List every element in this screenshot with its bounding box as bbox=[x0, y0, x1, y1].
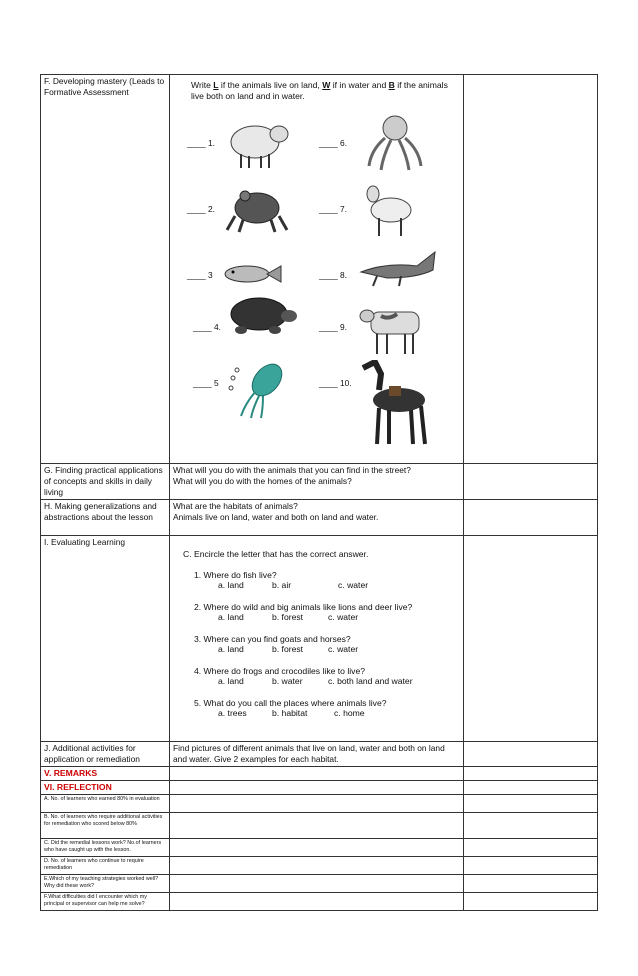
row-label: I. Evaluating Learning bbox=[41, 536, 170, 742]
row-developing-mastery bbox=[41, 75, 598, 464]
lesson-plan-table bbox=[40, 74, 598, 911]
reflection-label: F.What difficulties did I encounter which my principal or supervisor can help me solve? bbox=[41, 893, 170, 911]
content-line: What will you do with the animals that you can find in the street? bbox=[173, 465, 411, 475]
row-remarks bbox=[41, 767, 598, 781]
answer-blank: ____ 2. bbox=[187, 204, 215, 214]
blank-cell bbox=[463, 500, 597, 536]
crocodile-icon bbox=[357, 244, 441, 288]
quiz-cell bbox=[170, 536, 464, 742]
worksheet-cell bbox=[170, 75, 464, 464]
reflection-label: D. No. of learners who continue to require remediation bbox=[41, 857, 170, 875]
quiz-question: 3. Where can you find goats and horses? a. land b. forest c. water bbox=[194, 633, 359, 654]
reflection-row bbox=[41, 875, 598, 893]
reflection-label: B. No. of learners who require additional activities for remediation who scored below 80% bbox=[41, 813, 170, 839]
reflection-label: A. No. of learners who earned 80% in evaluation bbox=[41, 795, 170, 813]
octopus-icon bbox=[365, 110, 425, 174]
answer-blank: ____ 6. bbox=[319, 138, 347, 148]
answer-blank: ____ 5 bbox=[193, 378, 219, 388]
reflection-row bbox=[41, 813, 598, 839]
quiz-question: 5. What do you call the places where animals live? a. trees b. habitat c. home bbox=[194, 697, 387, 718]
quiz-heading: C. Encircle the letter that has the correct answer. bbox=[183, 549, 369, 559]
section-heading: V. REMARKS bbox=[41, 767, 170, 781]
reflection-row bbox=[41, 857, 598, 875]
answer-blank: ____ 1. bbox=[187, 138, 215, 148]
cow-icon bbox=[359, 298, 431, 358]
row-evaluating-learning bbox=[41, 536, 598, 742]
answer-blank: ____ 4. bbox=[193, 322, 221, 332]
blank-cell bbox=[463, 75, 597, 464]
answer-blank: ____ 7. bbox=[319, 204, 347, 214]
quiz-question: 2. Where do wild and big animals like lions and deer live? a. land b. forest c. water bbox=[194, 601, 413, 622]
row-label: J. Additional activities for application or remediation bbox=[41, 742, 170, 767]
lesson-plan-sheet bbox=[40, 74, 598, 911]
row-additional-activities bbox=[41, 742, 598, 767]
answer-blank: ____ 8. bbox=[319, 270, 347, 280]
goat-icon bbox=[361, 180, 421, 238]
reflection-row bbox=[41, 893, 598, 911]
content-line: Animals live on land, water and both on land and water. bbox=[173, 512, 379, 522]
fish-icon bbox=[221, 262, 283, 286]
answer-blank: ____ 10. bbox=[319, 378, 352, 388]
section-heading: VI. REFLECTION bbox=[41, 781, 170, 795]
blank-cell bbox=[463, 536, 597, 742]
row-content bbox=[170, 464, 464, 500]
reflection-row bbox=[41, 839, 598, 857]
animal-grid bbox=[173, 102, 460, 462]
quiz-question: 1. Where do fish live? a. land b. air c. water bbox=[194, 569, 369, 590]
turtle-icon bbox=[217, 292, 299, 342]
content-line: What will you do with the homes of the animals? bbox=[173, 476, 352, 486]
blank-cell bbox=[463, 464, 597, 500]
reflection-row bbox=[41, 795, 598, 813]
row-generalizations bbox=[41, 500, 598, 536]
frog-icon bbox=[225, 182, 291, 234]
row-content bbox=[170, 500, 464, 536]
quiz-question: 4. Where do frogs and crocodiles like to live? a. land b. water c. both land and water bbox=[194, 665, 413, 686]
row-content: Find pictures of different animals that live on land, water and both on land and water. Give 2 examples for each habitat. bbox=[170, 742, 464, 767]
reflection-label: E.Which of my teaching strategies worked well? Why did these work? bbox=[41, 875, 170, 893]
row-label: F. Developing mastery (Leads to Formative Assessment bbox=[41, 75, 170, 464]
row-reflection bbox=[41, 781, 598, 795]
blank-cell bbox=[463, 742, 597, 767]
reflection-label: C. Did the remedial lessons work? No.of learners who have caught up with the lesson. bbox=[41, 839, 170, 857]
row-practical-applications bbox=[41, 464, 598, 500]
horse-icon bbox=[355, 360, 433, 446]
row-label: H. Making generalizations and abstractions about the lesson bbox=[41, 500, 170, 536]
answer-blank: ____ 3 bbox=[187, 270, 213, 280]
quiz bbox=[181, 549, 460, 719]
row-label: G. Finding practical applications of concepts and skills in daily living bbox=[41, 464, 170, 500]
worksheet-instructions: Write L if the animals live on land, W if in water and B if the animals live both on land and in water. bbox=[191, 80, 448, 101]
answer-blank: ____ 9. bbox=[319, 322, 347, 332]
content-line: What are the habitats of animals? bbox=[173, 501, 298, 511]
squid-icon bbox=[225, 358, 295, 420]
sheep-icon bbox=[221, 114, 291, 170]
